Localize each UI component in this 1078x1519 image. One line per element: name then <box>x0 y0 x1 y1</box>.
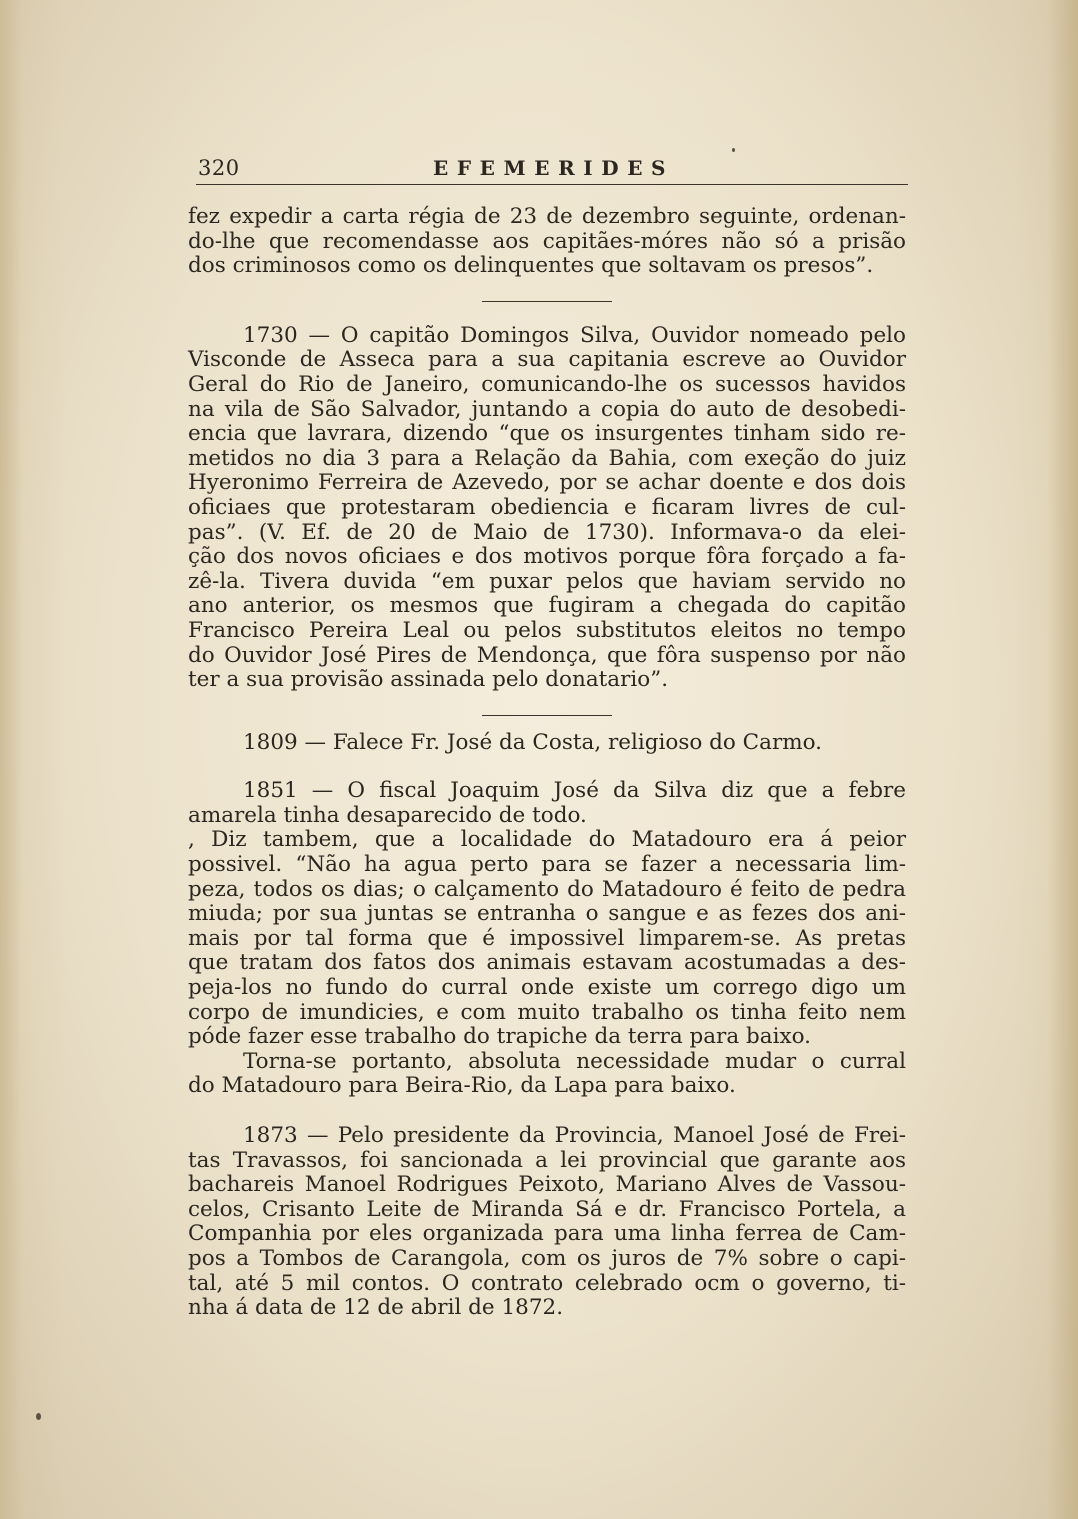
text-line: nha á data de 12 de abril de 1872. <box>188 1295 564 1321</box>
running-title: EFEMERIDES <box>433 156 675 180</box>
text-line: Francisco Pereira Leal ou pelos substitutos eleitos no tempo <box>188 617 906 643</box>
text-line: ção dos novos oficiaes e dos motivos porque fôra forçado a fa- <box>188 544 906 570</box>
entry-1730 <box>188 324 906 693</box>
text-line: bachareis Manoel Rodrigues Peixoto, Mariano Alves de Vassou- <box>188 1172 906 1198</box>
text-line: ano anterior, os mesmos que fugiram a chegada do capitão <box>188 593 906 619</box>
ink-spot <box>732 148 735 152</box>
text-line: 1730 — O capitão Domingos Silva, Ouvidor nomeado pelo <box>243 322 906 348</box>
text-line: Hyeronimo Ferreira de Azevedo, por se achar doente e dos dois <box>188 470 906 496</box>
text-line: Torna-se portanto, absoluta necessidade mudar o curral <box>243 1048 906 1074</box>
text-line: na vila de São Salvador, juntando a copia do auto de desobedi- <box>188 396 906 422</box>
entry-1873 <box>188 1124 906 1321</box>
text-line: do Matadouro para Beira-Rio, da Lapa para baixo. <box>188 1073 736 1099</box>
text-line: tal, até 5 mil contos. O contrato celebrado ocm o governo, ti- <box>188 1270 906 1296</box>
text-line: miuda; por sua juntas se entranha o sangue e as fezes dos ani- <box>188 901 906 927</box>
text-line: que tratam dos fatos dos animais estavam acostumadas a des- <box>188 950 906 976</box>
text-line: póde fazer esse trabalho do trapiche da terra para baixo. <box>188 1024 811 1050</box>
text-line: fez expedir a carta régia de 23 de dezembro seguinte, ordenan- <box>188 204 906 229</box>
text-line: zê-la. Tivera duvida “em puxar pelos que haviam servido no <box>188 568 906 594</box>
text-line: possivel. “Não ha agua perto para se fazer a necessaria lim- <box>188 852 906 878</box>
text-line: Geral do Rio de Janeiro, comunicando-lhe os sucessos havidos <box>188 371 906 397</box>
text-line: peja-los no fundo do curral onde existe um corrego digo um <box>188 975 906 1001</box>
text-line: pas”. (V. Ef. de 20 de Maio de 1730). Informava-o da elei- <box>188 519 906 545</box>
page-left-edge-shadow <box>0 0 22 1519</box>
text-line: do Ouvidor José Pires de Mendonça, que fôra suspenso por não <box>188 642 906 668</box>
entry-1851 <box>188 779 906 1099</box>
page-right-edge-shadow <box>1048 0 1078 1519</box>
continuation-paragraph <box>188 205 906 279</box>
text-line: pos a Tombos de Carangola, com os juros de 7% sobre o capi- <box>188 1245 906 1271</box>
text-line: dos criminosos como os delinquentes que soltavam os presos”. <box>188 253 874 279</box>
entry-1809 <box>188 731 906 756</box>
page-body <box>188 205 906 1321</box>
text-line: ter a sua provisão assinada pelo donatario”. <box>188 667 669 693</box>
ink-spot <box>36 1413 41 1420</box>
text-line: encia que lavrara, dizendo “que os insurgentes tinham sido re- <box>188 421 906 447</box>
text-line: celos, Crisanto Leite de Miranda Sá e dr. Francisco Portela, a <box>188 1196 906 1222</box>
text-line: amarela tinha desaparecido de todo. <box>188 802 587 828</box>
text-line: Companhia por eles organizada para uma linha ferrea de Cam- <box>188 1221 906 1247</box>
text-line: corpo de imundicies, e com muito trabalho os tinha feito nem <box>188 999 906 1025</box>
text-line: mais por tal forma que é impossivel limparem-se. As pretas <box>188 925 906 951</box>
text-line: 1809 — Falece Fr. José da Costa, religioso do Carmo. <box>243 729 823 755</box>
text-line: , Diz tambem, que a localidade do Matadouro era á peior <box>188 827 906 853</box>
text-line: metidos no dia 3 para a Relação da Bahia, com exeção do juiz <box>188 445 906 471</box>
text-line: peza, todos os dias; o calçamento do Matadouro é feito de pedra <box>188 876 906 902</box>
text-line: do-lhe que recomendasse aos capitães-móres não só a prisão <box>188 228 906 254</box>
page-number: 320 <box>198 156 240 180</box>
text-line: 1851 — O fiscal Joaquim José da Silva diz que a febre <box>243 778 906 804</box>
text-line: tas Travassos, foi sancionada a lei provincial que garante aos <box>188 1147 906 1173</box>
running-header <box>196 156 908 185</box>
text-line: Visconde de Asseca para a sua capitania escreve ao Ouvidor <box>188 347 906 373</box>
text-line: oficiaes que protestaram obediencia e ficaram livres de cul- <box>188 494 906 520</box>
text-line: 1873 — Pelo presidente da Provincia, Manoel José de Frei- <box>243 1123 906 1148</box>
